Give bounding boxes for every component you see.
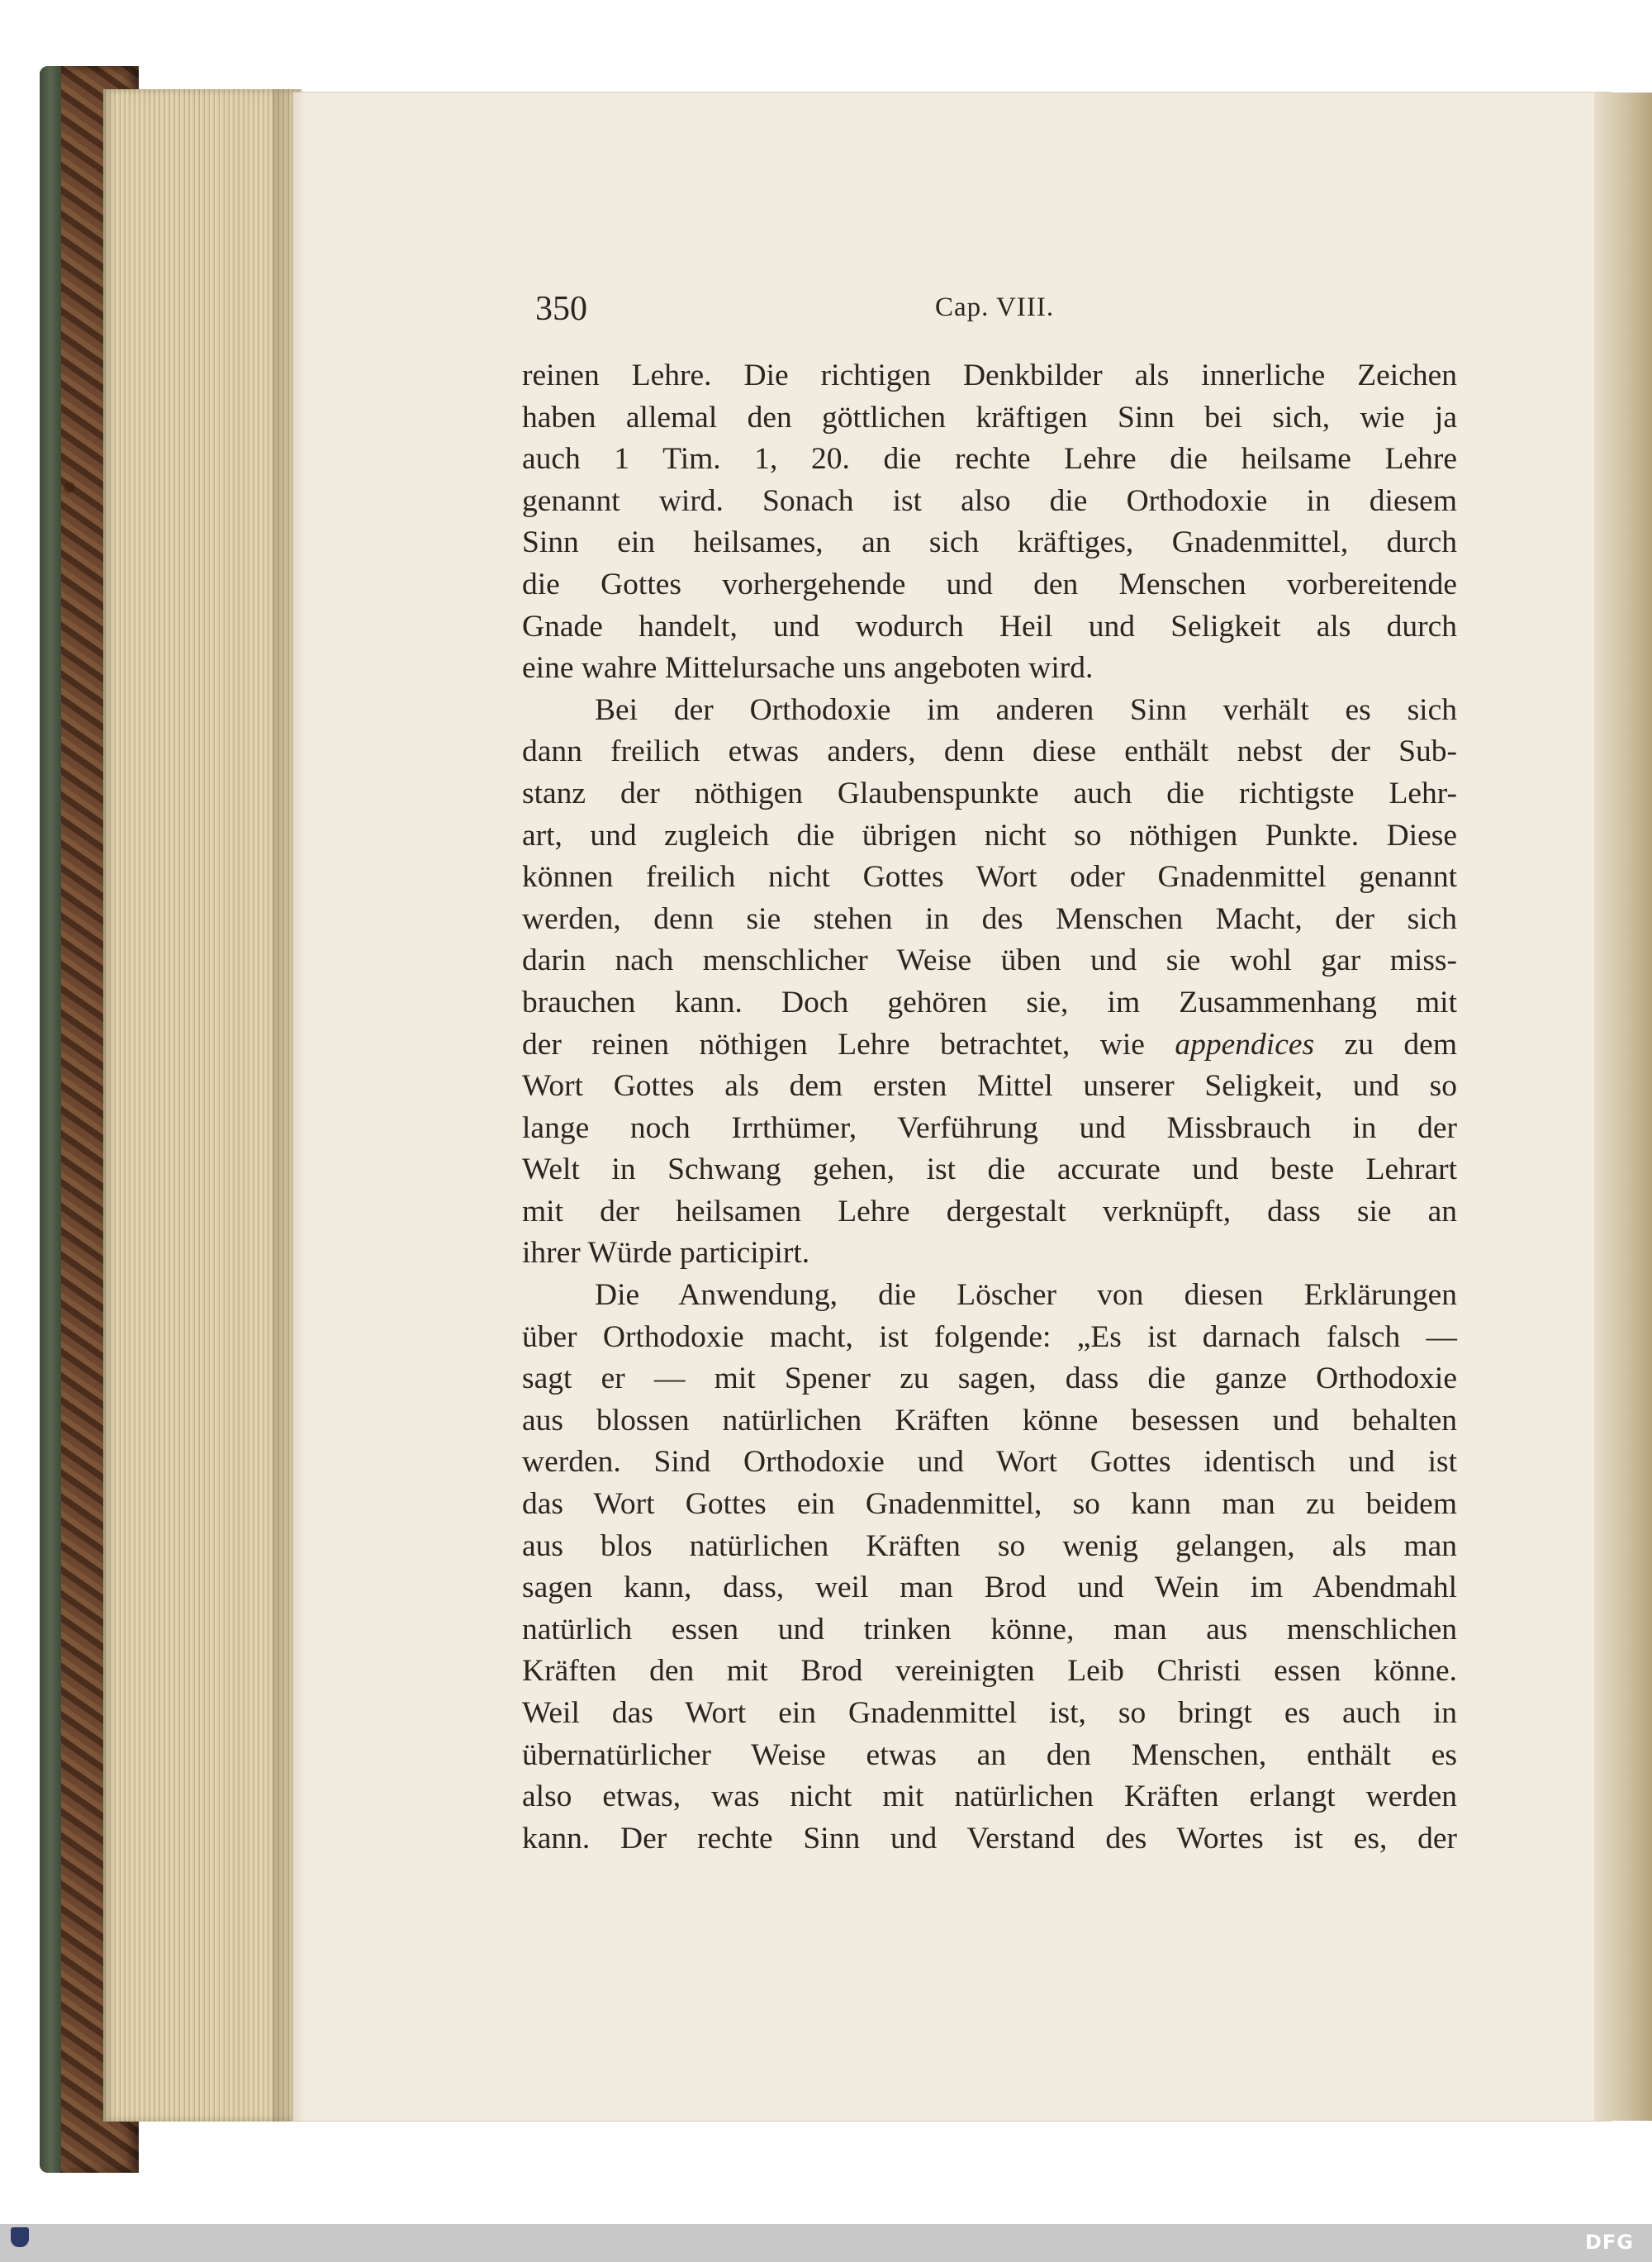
text-line: genannt wird. Sonach ist also die Orthodoxie in diesem — [522, 483, 1457, 518]
book-gutter-shadow — [273, 89, 306, 2122]
text-line: übernatürlicher Weise etwas an den Menschen, enthält es — [522, 1737, 1457, 1772]
text-line: mit der heilsamen Lehre dergestalt verknüpft, dass sie an — [522, 1194, 1457, 1228]
page-number: 350 — [535, 290, 587, 328]
text-line: über Orthodoxie macht, ist folgende: „Es ist darnach falsch — — [522, 1319, 1457, 1354]
text-line: Weil das Wort ein Gnadenmittel ist, so bringt es auch in — [522, 1696, 1457, 1730]
text-line: können freilich nicht Gottes Wort oder Gnadenmittel genannt — [522, 860, 1457, 895]
text-line: werden, denn sie stehen in des Menschen Macht, der sich — [522, 901, 1457, 936]
text-line: eine wahre Mittelursache uns angeboten wird. — [522, 651, 1094, 686]
text-line: sagt er — mit Spener zu sagen, dass die ganze Orthodoxie — [522, 1361, 1457, 1396]
text-body — [522, 355, 1457, 1860]
text-line: aus blossen natürlichen Kräften könne besessen und behalten — [522, 1403, 1457, 1438]
text-line: Sinn ein heilsames, an sich kräftiges, Gnadenmittel, durch — [522, 525, 1457, 560]
text-line: kann. Der rechte Sinn und Verstand des Wortes ist es, der — [522, 1821, 1457, 1856]
text-line: haben allemal den göttlichen kräftigen Sinn bei sich, wie ja — [522, 400, 1457, 435]
text-line: Gnade handelt, und wodurch Heil und Seligkeit als durch — [522, 609, 1457, 644]
text-line: Welt in Schwang gehen, ist die accurate und beste Lehrart — [522, 1152, 1457, 1187]
text-line: werden. Sind Orthodoxie und Wort Gottes identisch und ist — [522, 1445, 1457, 1480]
text-line: aus blos natürlichen Kräften so wenig gelangen, als man — [522, 1528, 1457, 1563]
text-line: also etwas, was nicht mit natürlichen Kräften erlangt werden — [522, 1780, 1457, 1814]
viewer-footer-bar — [0, 2224, 1652, 2262]
text-line: art, und zugleich die übrigen nicht so nöthigen Punkte. Diese — [522, 818, 1457, 853]
library-logo — [7, 2227, 33, 2259]
library-crest-icon — [11, 2227, 29, 2247]
text-line: sagen kann, dass, weil man Brod und Wein im Abendmahl — [522, 1571, 1457, 1605]
text-line: Die Anwendung, die Löscher von diesen Erklärungen — [595, 1278, 1457, 1313]
text-line: ihrer Würde participirt. — [522, 1236, 810, 1271]
text-line: die Gottes vorhergehende und den Menschen vorbereitende — [522, 567, 1457, 601]
text-segment: der reinen nöthigen Lehre betrachtet, wie — [522, 1027, 1175, 1062]
text-segment: zu dem — [1314, 1027, 1457, 1062]
facing-page-edge — [1594, 93, 1652, 2121]
chapter-title: Cap. VIII. — [935, 292, 1055, 322]
text-line: das Wort Gottes ein Gnadenmittel, so kann man zu beidem — [522, 1487, 1457, 1522]
text-line: Wort Gottes als dem ersten Mittel unserer Seligkeit, und so — [522, 1069, 1457, 1104]
running-head — [535, 289, 1452, 339]
book-cover-spine-cloth — [40, 66, 61, 2173]
italic-word: appendices — [1175, 1027, 1315, 1062]
text-line — [522, 1024, 1457, 1067]
text-line: darin nach menschlicher Weise üben und sie wohl gar miss- — [522, 943, 1457, 978]
text-line: auch 1 Tim. 1, 20. die rechte Lehre die heilsame Lehre — [522, 442, 1457, 477]
book-page-edges — [103, 89, 301, 2122]
dfg-logo: DFG — [1584, 2231, 1634, 2254]
text-line: reinen Lehre. Die richtigen Denkbilder als innerliche Zeichen — [522, 359, 1457, 392]
text-line: lange noch Irrthümer, Verführung und Missbrauch in der — [522, 1110, 1457, 1145]
text-line: Kräften den mit Brod vereinigten Leib Christi essen könne. — [522, 1654, 1457, 1689]
text-line: natürlich essen und trinken könne, man aus menschlichen — [522, 1612, 1457, 1647]
text-line: brauchen kann. Doch gehören sie, im Zusammenhang mit — [522, 985, 1457, 1019]
text-line: stanz der nöthigen Glaubenspunkte auch die richtigste Lehr- — [522, 776, 1457, 810]
text-line: Bei der Orthodoxie im anderen Sinn verhält es sich — [595, 692, 1457, 727]
text-line: dann freilich etwas anders, denn diese enthält nebst der Sub- — [522, 734, 1457, 769]
